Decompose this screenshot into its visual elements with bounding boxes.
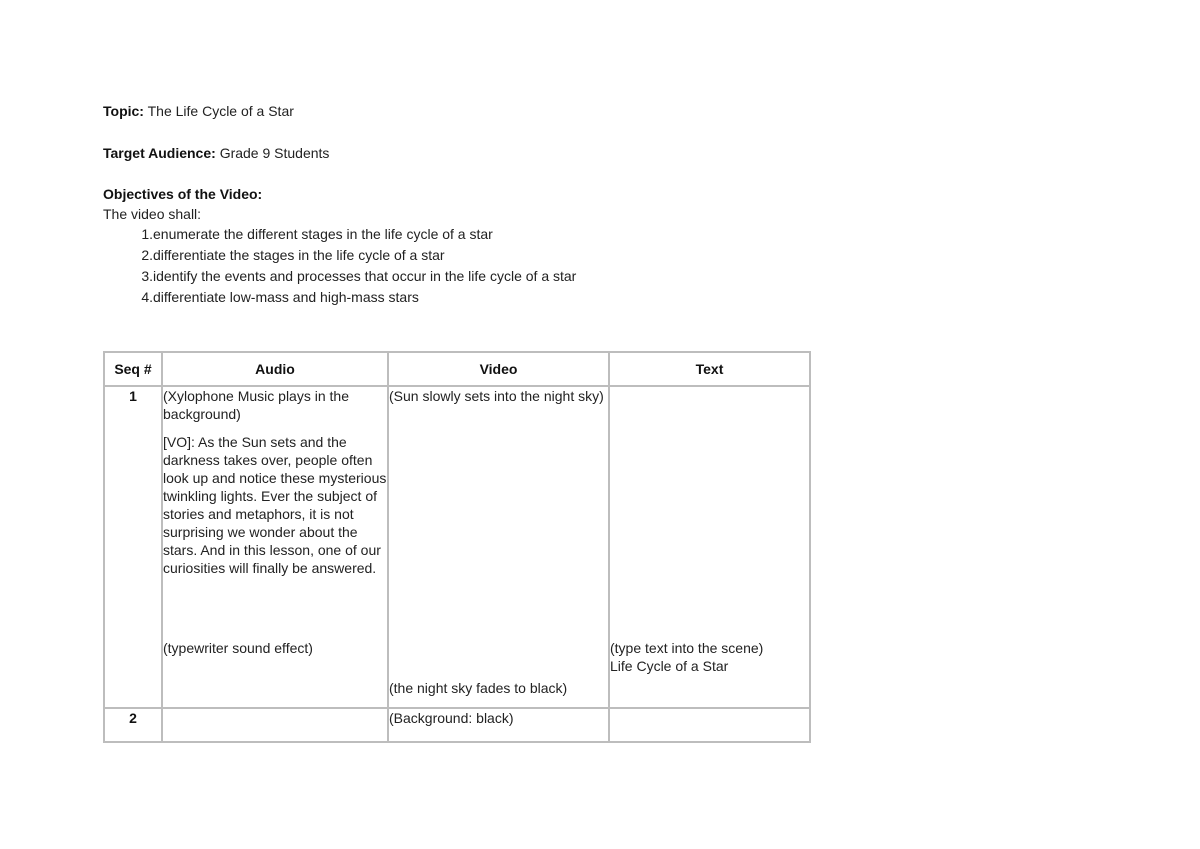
audio-sound-effect: (typewriter sound effect) (163, 640, 313, 656)
video-cell (388, 386, 609, 708)
document-body (103, 100, 823, 308)
audio-voiceover: [VO]: As the Sun sets and the darkness takes over, people often look up and notice these mysterious twinkling lights. Ever the subject of stories and metaphors, it is not surprising we wonder about the stars. And in this lesson, one of our curiosities will finally be answered. (163, 434, 387, 576)
list-item-number: 1. (141, 226, 153, 242)
video-cell: (Background: black) (388, 708, 609, 742)
audio-cell (162, 386, 388, 708)
script-table (103, 351, 811, 743)
text-cue (610, 639, 763, 675)
audience-line (103, 142, 823, 164)
objectives-list (103, 224, 823, 308)
seq-cell: 1 (104, 386, 162, 708)
audience-value: Grade 9 Students (219, 145, 330, 161)
list-item-text: enumerate the different stages in the life cycle of a star (153, 226, 493, 242)
audio-music-cue: (Xylophone Music plays in the background) (163, 388, 349, 422)
header-seq: Seq # (104, 352, 162, 386)
list-item (103, 245, 823, 266)
audio-cell (162, 708, 388, 742)
objectives-intro: The video shall: (103, 206, 202, 222)
header-text: Text (609, 352, 810, 386)
topic-line (103, 100, 823, 122)
list-item-text: differentiate the stages in the life cycle of a star (153, 247, 445, 263)
table-row (104, 386, 810, 708)
text-cell (609, 386, 810, 708)
table-row (104, 708, 810, 742)
list-item (103, 266, 823, 287)
video-cue-top: (Sun slowly sets into the night sky) (389, 388, 604, 404)
text-cue-title: Life Cycle of a Star (610, 658, 729, 674)
objectives-heading: Objectives of the Video: (103, 186, 263, 202)
seq-cell: 2 (104, 708, 162, 742)
list-item (103, 287, 823, 308)
list-item-text: differentiate low-mass and high-mass stars (153, 289, 419, 305)
list-item (103, 224, 823, 245)
video-cue-bottom: (the night sky fades to black) (389, 680, 568, 696)
list-item-number: 4. (141, 289, 153, 305)
audience-label: Target Audience: (103, 145, 216, 161)
header-video: Video (388, 352, 609, 386)
text-cell (609, 708, 810, 742)
table-header-row (104, 352, 810, 386)
topic-label: Topic: (103, 103, 144, 119)
list-item-number: 3. (141, 268, 153, 284)
text-cue-instruction: (type text into the scene) (610, 640, 764, 656)
list-item-text: identify the events and processes that occur in the life cycle of a star (153, 268, 577, 284)
list-item-number: 2. (141, 247, 153, 263)
header-audio: Audio (162, 352, 388, 386)
topic-value: The Life Cycle of a Star (147, 103, 294, 119)
